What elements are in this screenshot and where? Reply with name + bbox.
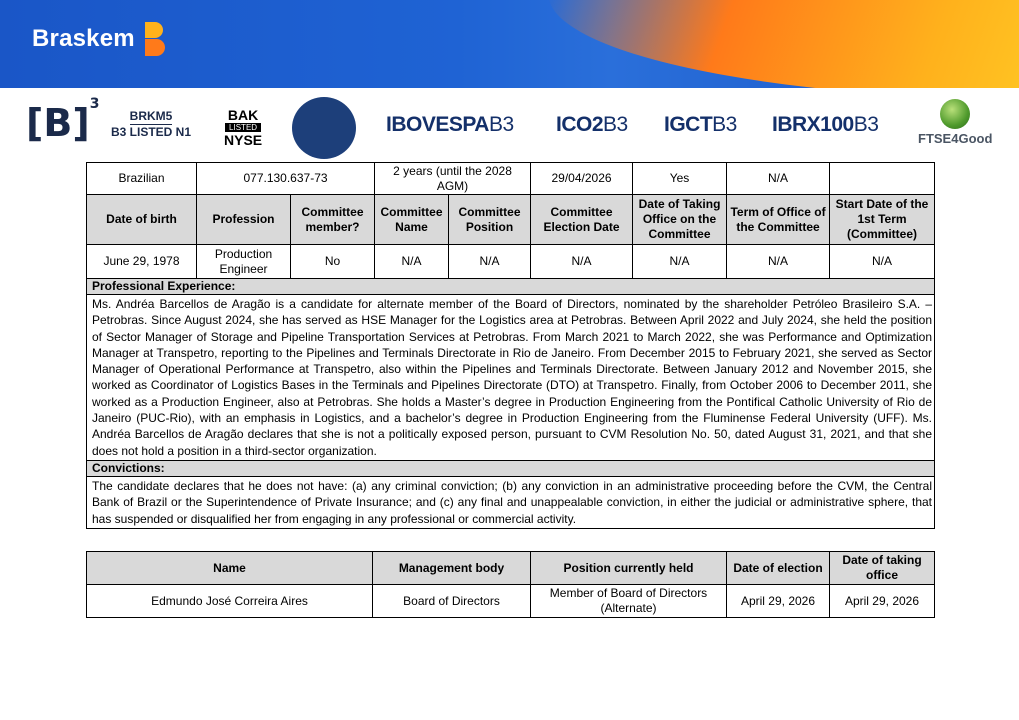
column-header: Committee Election Date (531, 195, 633, 245)
consecutive-terms-cell: N/A (727, 163, 830, 195)
ico2-logo: ICO2B3 (556, 113, 628, 136)
column-header: Name (87, 552, 373, 585)
table-cell: N/A (375, 245, 449, 279)
column-header: Profession (197, 195, 291, 245)
column-header: Date of birth (87, 195, 197, 245)
nationality-cell: Brazilian (87, 163, 197, 195)
igct-logo: IGCTB3 (664, 113, 737, 136)
taking-office-date-cell: April 29, 2026 (830, 585, 935, 618)
table-cell: June 29, 1978 (87, 245, 197, 279)
column-header: Start Date of the 1st Term (Committee) (830, 195, 935, 245)
section-header-row (87, 279, 935, 295)
professional-experience-label: Professional Experience: (87, 279, 935, 295)
table-header-row (87, 552, 935, 585)
table-header-row (87, 195, 935, 245)
term-of-office-cell: 2 years (until the 2028 AGM) (375, 163, 531, 195)
table-cell: N/A (531, 245, 633, 279)
table-cell: Production Engineer (197, 245, 291, 279)
member-name-cell: Edmundo José Correira Aires (87, 585, 373, 618)
column-header: Term of Office of the Committee (727, 195, 830, 245)
xbrk-logo (292, 97, 356, 159)
table-row (87, 585, 935, 618)
professional-experience-text: Ms. Andréa Barcellos de Aragão is a candidate for alternate member of the Board of Directors, nominated by the shareholder Petróleo Brasileiro S.A. – Petrobras. Since August 2024, she has served as HSE Manager for the Logistics area at Petrobras. Between April 2022 and July 2024, she held the position of Sector Manager of Storage and Pipeline Transportation Services at Petrobras. From March 2021 to March 2022, she was Performance and Optimization Manager at Transpetro, reporting to the Pipelines and Terminals Directorate in Rio de Janeiro. From December 2015 to February 2021, she served as Sector Manager of Operational Performance at Transpetro, also within the Pipelines and Terminals Directorate. Between January 2012 and November 2015, she worked as Coordinator of Logistics Bases in the Terminals and Pipelines Directorate (DTO) at Transpetro. Finally, from October 2006 to December 2011, she worked as a Production Engineer, also at Petrobras. She holds a Master’s degree in Production Engineering from the Pontifical Catholic University of Rio de Janeiro (PUC-Rio), with an emphasis in Logistics, and a bachelor’s degree in Production Engineering from the Fluminense Federal University (UFF). Ms. Andréa Barcellos de Aragão declares that she is not a politically exposed person, pursuant to CVM Resolution No. 50, dated August 31, 2021, and that she does not hold a position in a third-sector organization. (87, 295, 935, 461)
empty-cell (830, 163, 935, 195)
text-row (87, 295, 935, 461)
header-banner (0, 0, 1019, 88)
election-date-cell: April 29, 2026 (727, 585, 830, 618)
ibovespa-logo: IBOVESPAB3 (386, 113, 514, 136)
convictions-label: Convictions: (87, 460, 935, 476)
table-cell: No (291, 245, 375, 279)
column-header: Management body (373, 552, 531, 585)
column-header: Committee Position (449, 195, 531, 245)
management-body-cell: Board of Directors (373, 585, 531, 618)
position-cell: Member of Board of Directors (Alternate) (531, 585, 727, 618)
nyse-logo: BAK LISTED NYSE (224, 107, 263, 148)
table-row (87, 163, 935, 195)
cpf-cell: 077.130.637-73 (197, 163, 375, 195)
braskem-logo (32, 22, 167, 56)
column-header: Date of taking office (830, 552, 935, 585)
ibrx100-logo: IBRX100B3 (772, 113, 879, 136)
table-cell: N/A (633, 245, 727, 279)
column-header: Date of election (727, 552, 830, 585)
convictions-text: The candidate declares that he does not have: (a) any criminal conviction; (b) any conviction in an administrative proceeding before the CVM, the Central Bank of Brazil or the Superintendence of Private Insurance; and (c) any final and unappealable conviction, in either the judicial or administrative sphere, that has suspended or disqualified her from engaging in any professional or commercial activity. (87, 476, 935, 528)
braskem-mark-icon (141, 22, 167, 56)
globe-icon (940, 99, 970, 129)
text-row (87, 476, 935, 528)
index-logos-strip (0, 95, 1019, 160)
brand-name: Braskem (32, 25, 135, 52)
section-header-row (87, 460, 935, 476)
column-header: Date of Taking Office on the Committee (633, 195, 727, 245)
board-member-table (86, 551, 935, 618)
table-cell: N/A (727, 245, 830, 279)
column-header: Committee Name (375, 195, 449, 245)
table-cell: N/A (830, 245, 935, 279)
column-header: Committee member? (291, 195, 375, 245)
candidate-info-table (86, 162, 935, 529)
b3-logo: $[B]^3$ (26, 96, 100, 145)
table-cell: N/A (449, 245, 531, 279)
brkm5-logo: BRKM5 B3 LISTED N1 (110, 109, 191, 139)
ftse4good-logo: FTSE4Good (918, 99, 992, 146)
table-row (87, 245, 935, 279)
banner-swoosh (529, 0, 1019, 88)
independent-cell: Yes (633, 163, 727, 195)
election-date-cell: 29/04/2026 (531, 163, 633, 195)
column-header: Position currently held (531, 552, 727, 585)
